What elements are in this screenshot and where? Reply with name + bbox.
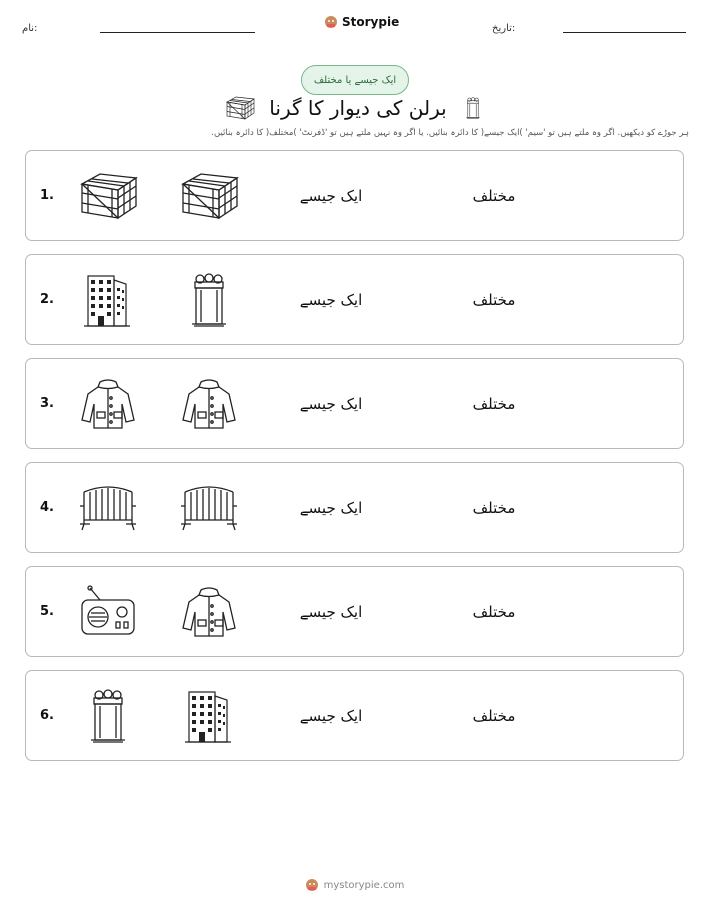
barrier-icon [78,480,138,536]
name-line[interactable] [100,32,255,33]
date-label: تاریخ: [492,23,516,34]
worksheet-type-pill: ایک جیسے یا مختلف [301,65,409,95]
building-icon [179,688,239,744]
option-same[interactable]: ایک جیسے [299,290,363,309]
date-line[interactable] [563,32,686,33]
option-different[interactable]: مختلف [472,290,516,309]
option-same[interactable]: ایک جیسے [299,498,363,517]
coat-icon [78,376,138,432]
building-icon [78,272,138,328]
title-row [200,92,510,124]
coat-icon [179,376,239,432]
question-number: 1. [40,188,54,203]
option-same[interactable]: ایک جیسے [299,602,363,621]
footer-site[interactable]: mystorypie.com [323,879,405,891]
question-number: 2. [40,292,54,307]
name-label: نام: [22,23,38,34]
brand-name: Storypie [342,15,400,29]
option-same[interactable]: ایک جیسے [299,186,363,205]
crate-icon [78,168,138,224]
option-different[interactable]: مختلف [472,706,516,725]
brand-logo [324,15,399,29]
instructions: ہر جوڑے کو دیکھیں. اگر وہ ملتے ہیں تو 'سیم' )ایک جیسے( کا دائرہ بنائیں. یا اگر وہ نہیں ملتے ہیں تو 'ڈفرنٹ' )مختلف( کا دائرہ بنائیں. [211,128,689,138]
question-number: 4. [40,500,54,515]
wall-segment-icon [179,272,239,328]
mascot-icon [324,15,338,29]
wall-segment-icon [78,688,138,744]
question-row-6 [25,670,684,761]
question-row-4 [25,462,684,553]
footer [0,878,709,892]
option-different[interactable]: مختلف [472,498,516,517]
question-row-5 [25,566,684,657]
crate-icon [179,168,239,224]
question-number: 6. [40,708,54,723]
crate-icon [225,94,255,122]
question-number: 5. [40,604,54,619]
page-title: برلن کی دیوار کا گرنا [269,96,447,120]
question-row-2 [25,254,684,345]
option-same[interactable]: ایک جیسے [299,394,363,413]
coat-icon [179,584,239,640]
option-same[interactable]: ایک جیسے [299,706,363,725]
option-different[interactable]: مختلف [472,394,516,413]
option-different[interactable]: مختلف [472,602,516,621]
mascot-icon [305,878,319,892]
radio-icon [78,584,138,640]
question-number: 3. [40,396,54,411]
wall-segment-icon [461,93,485,123]
question-row-1 [25,150,684,241]
option-different[interactable]: مختلف [472,186,516,205]
question-row-3 [25,358,684,449]
barrier-icon [179,480,239,536]
